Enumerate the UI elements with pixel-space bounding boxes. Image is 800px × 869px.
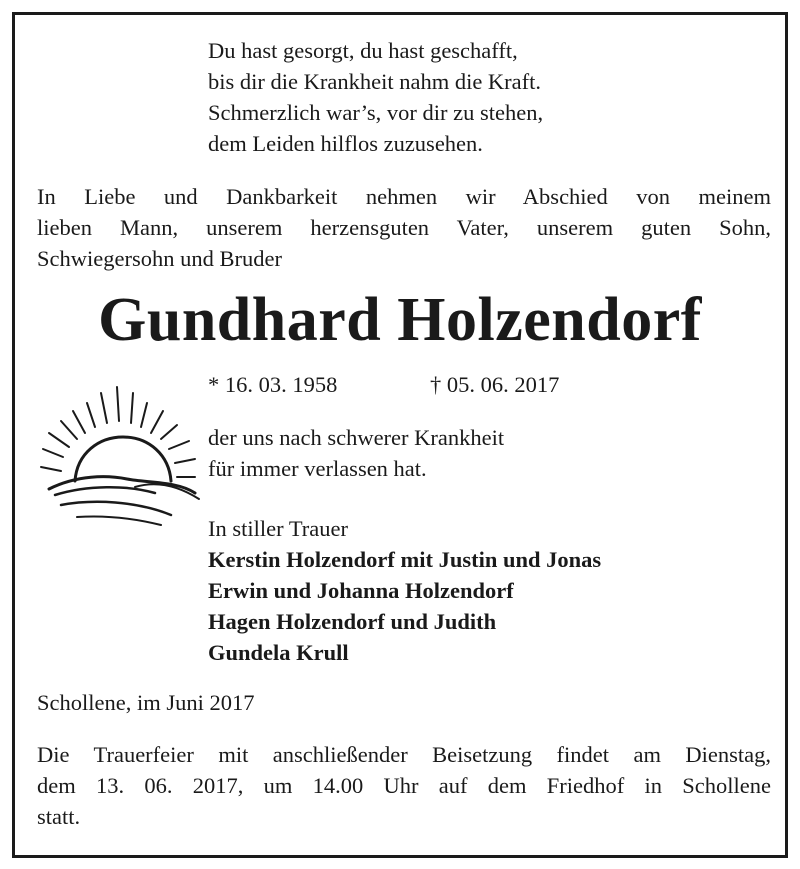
intro-line: In Liebe und Dankbarkeit nehmen wir Abschied von meinem bbox=[37, 184, 771, 209]
rising-sun-over-hills-icon bbox=[37, 381, 205, 529]
death-date: † 05. 06. 2017 bbox=[430, 372, 560, 397]
passed-line: der uns nach schwerer Krankheit bbox=[208, 425, 505, 450]
funeral-line: dem 13. 06. 2017, um 14.00 Uhr auf dem Friedhof in Schollene bbox=[37, 773, 771, 798]
intro-text bbox=[37, 181, 771, 274]
mourner-name: Erwin und Johanna Holzendorf bbox=[208, 578, 514, 603]
mourner-name: Hagen Holzendorf und Judith bbox=[208, 609, 497, 634]
intro-line: Schwiegersohn und Bruder bbox=[37, 246, 282, 271]
funeral-info bbox=[37, 739, 771, 832]
poem-line: Schmerzlich war’s, vor dir zu stehen, bbox=[208, 100, 544, 125]
mourning-label: In stiller Trauer bbox=[208, 516, 348, 541]
passed-line: für immer verlassen hat. bbox=[208, 456, 427, 481]
deceased-name: Gundhard Holzendorf bbox=[98, 286, 702, 354]
poem-line: dem Leiden hilflos zuzusehen. bbox=[208, 131, 483, 156]
poem-line: bis dir die Krankheit nahm die Kraft. bbox=[208, 69, 542, 94]
passed-text bbox=[208, 422, 504, 484]
funeral-line: statt. bbox=[37, 804, 81, 829]
intro-line: lieben Mann, unserem herzensguten Vater, unserem guten Sohn, bbox=[37, 215, 771, 240]
poem bbox=[208, 35, 728, 159]
place-and-date: Schollene, im Juni 2017 bbox=[37, 690, 255, 715]
obituary-notice bbox=[12, 12, 788, 858]
life-dates bbox=[208, 369, 628, 400]
poem-line: Du hast gesorgt, du hast geschafft, bbox=[208, 38, 518, 63]
mourners-block bbox=[208, 513, 601, 668]
funeral-line: Die Trauerfeier mit anschließender Beisetzung findet am Dienstag, bbox=[37, 742, 771, 767]
birth-date: * 16. 03. 1958 bbox=[208, 372, 338, 397]
mourner-name: Kerstin Holzendorf mit Justin und Jonas bbox=[208, 547, 602, 572]
mourner-name: Gundela Krull bbox=[208, 640, 349, 665]
